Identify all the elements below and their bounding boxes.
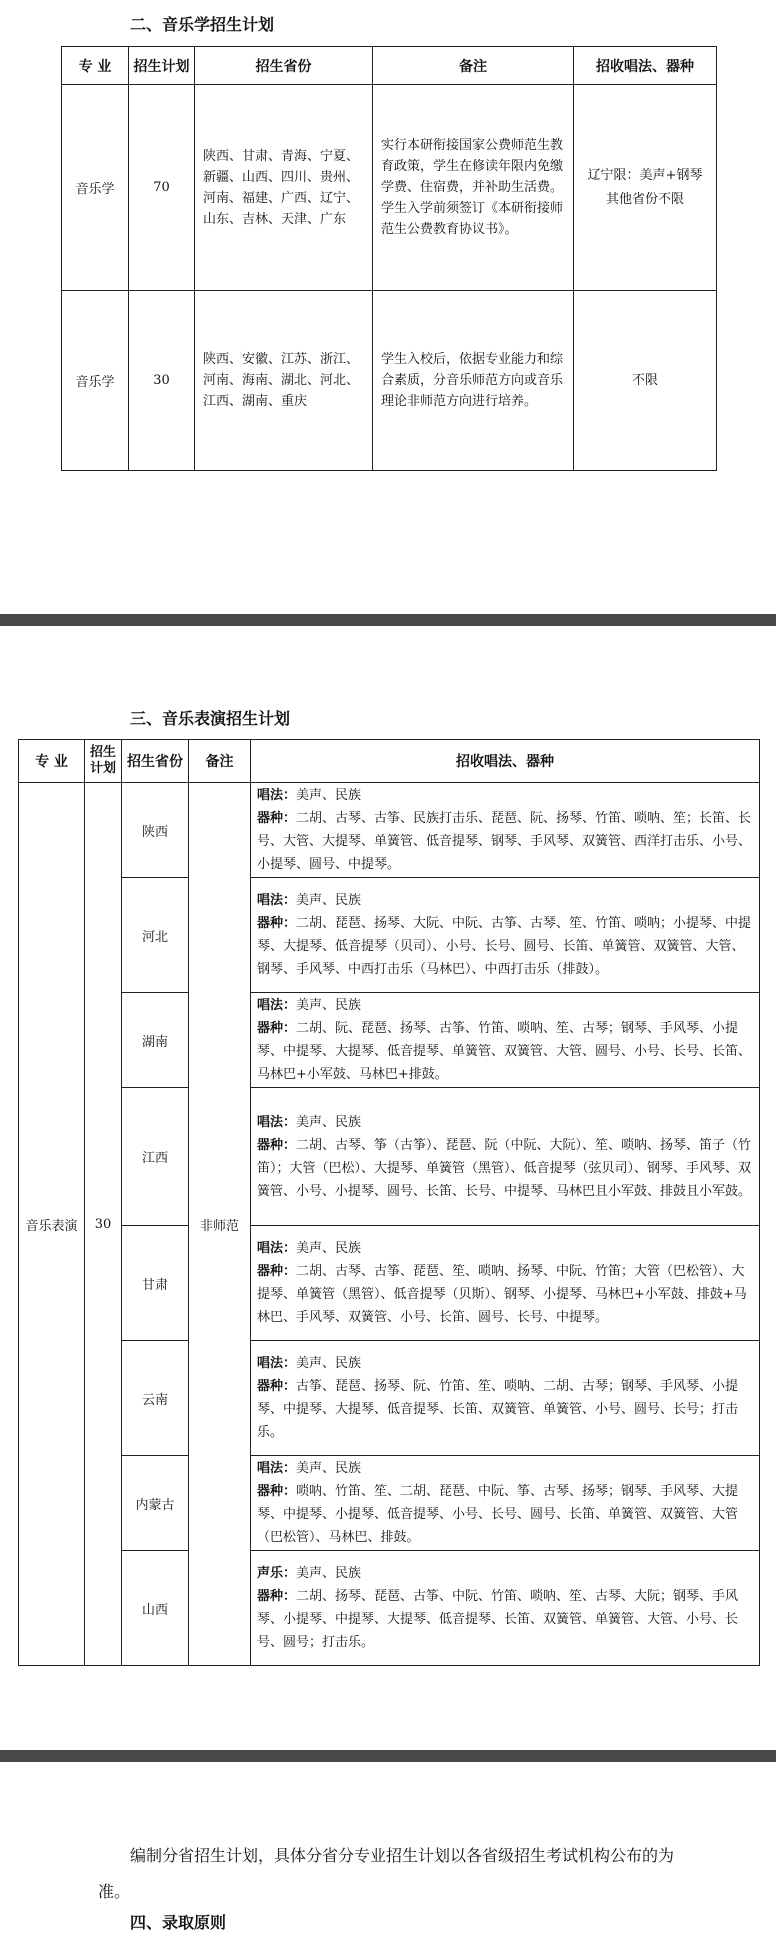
- vocal-text: 美声、民族: [296, 1241, 362, 1256]
- instrument-text: 二胡、阮、琵琶、扬琴、古筝、竹笛、唢呐、笙、古琴；钢琴、手风琴、小提琴、中提琴、大提琴、低音提琴、单簧管、双簧管、大管、圆号、小号、长号、长笛、马林巴+小军鼓、马林巴+排鼓。: [257, 1021, 752, 1082]
- instrument-detail-cell: [251, 878, 760, 993]
- table-row: [19, 1226, 760, 1341]
- instrument-label: 器种：: [257, 1589, 297, 1604]
- instrument-label: 器种：: [257, 916, 297, 931]
- instrument-text: 二胡、古琴、古筝、琵琶、笙、唢呐、扬琴、中阮、竹笛；大管（巴松管）、大提琴、单簧管（黑管）、低音提琴（贝斯）、钢琴、小提琴、马林巴+小军鼓、排鼓+马林巴、手风琴、双簧管、小号、长笛、圆号、长号、中提琴。: [257, 1264, 747, 1325]
- instrument-detail-cell: [251, 1456, 760, 1551]
- instrument-label: 器种：: [257, 1021, 297, 1036]
- province-cell: 甘肃: [122, 1226, 189, 1341]
- instrument-detail-cell: [251, 993, 760, 1088]
- instrument-detail-cell: [251, 1088, 760, 1226]
- header-plan: 招生计划: [129, 47, 195, 85]
- vocal-text: 美声、民族: [296, 1356, 362, 1371]
- province-cell: 陕西: [122, 783, 189, 878]
- vocal-text: 美声、民族: [296, 788, 362, 803]
- table-row: [19, 878, 760, 993]
- vocal-label: 唱法：: [257, 1356, 297, 1371]
- plan-cell: 30: [85, 783, 122, 1666]
- body-paragraph: [98, 1838, 758, 1910]
- limit-line: 不限: [631, 372, 658, 388]
- table-row: [19, 1341, 760, 1456]
- vocal-label: 唱法：: [257, 1461, 297, 1476]
- instrument-label: 器种：: [257, 1379, 297, 1394]
- major-cell: 音乐学: [62, 291, 129, 471]
- vocal-label: 唱法：: [257, 893, 297, 908]
- province-cell: 内蒙古: [122, 1456, 189, 1551]
- instrument-label: 器种：: [257, 811, 297, 826]
- vocal-label: 唱法：: [257, 998, 297, 1013]
- table-row: [19, 1456, 760, 1551]
- vocal-label: 唱法：: [257, 1241, 297, 1256]
- instrument-text: 二胡、古琴、筝（古筝）、琵琶、阮（中阮、大阮）、笙、唢呐、扬琴、笛子（竹笛）；大管（巴松）、大提琴、单簧管（黑管）、低音提琴（弦贝司）、钢琴、手风琴、双簧管、小号、小提琴、圆号、长笛、长号、中提琴、马林巴且小军鼓、排鼓且小军鼓。: [257, 1137, 752, 1199]
- page-divider: [0, 1750, 776, 1762]
- header-note: 备注: [189, 740, 251, 783]
- page-divider: [0, 614, 776, 626]
- table-row: [62, 291, 717, 471]
- paragraph-line: 编制分省招生计划，具体分省分专业招生计划以各省级招生考试机构公布的为: [130, 1846, 675, 1865]
- table-row: [19, 1088, 760, 1226]
- music-performance-table: [18, 739, 760, 1666]
- instrument-text: 二胡、琵琶、扬琴、大阮、中阮、古筝、古琴、笙、竹笛、唢呐；小提琴、中提琴、大提琴、低音提琴（贝司）、小号、长号、圆号、长笛、单簧管、双簧管、大管、钢琴、手风琴、中西打击乐（马林巴）、中西打击乐（排鼓）。: [257, 916, 752, 977]
- table-row: [19, 1551, 760, 1666]
- paragraph-line: 准。: [98, 1882, 131, 1901]
- instrument-text: 唢呐、竹笛、笙、二胡、琵琶、中阮、筝、古琴、扬琴；钢琴、手风琴、大提琴、中提琴、小提琴、低音提琴、小号、长号、圆号、长笛、单簧管、双簧管、大管（巴松管）、马林巴、排鼓。: [257, 1484, 739, 1545]
- instrument-text: 古筝、琵琶、扬琴、阮、竹笛、笙、唢呐、二胡、古琴；钢琴、手风琴、小提琴、中提琴、大提琴、低音提琴、长笛、双簧管、单簧管、小号、圆号、长号；打击乐。: [257, 1379, 739, 1440]
- province-cell: 湖南: [122, 993, 189, 1088]
- instrument-text: 二胡、古琴、古筝、民族打击乐、琵琶、阮、扬琴、竹笛、唢呐、笙；长笛、长号、大管、大提琴、单簧管、低音提琴、钢琴、手风琴、双簧管、西洋打击乐、小号、小提琴、圆号、中提琴。: [257, 811, 752, 872]
- section2-title: 二、音乐学招生计划: [130, 15, 275, 34]
- vocal-label: 唱法：: [257, 1114, 297, 1130]
- instrument-label: 器种：: [257, 1264, 297, 1279]
- vocal-text: 美声、民族: [296, 998, 362, 1013]
- header-provinces: 招生省份: [122, 740, 189, 783]
- instrument-detail-cell: [251, 1341, 760, 1456]
- header-instruments: 招收唱法、器种: [574, 47, 717, 85]
- instrument-text: 二胡、扬琴、琵琶、古筝、中阮、竹笛、唢呐、笙、古琴、大阮；钢琴、手风琴、小提琴、中提琴、大提琴、低音提琴、长笛、双簧管、单簧管、大管、小号、长号、圆号；打击乐。: [257, 1589, 739, 1650]
- instrument-detail-cell: [251, 1551, 760, 1666]
- provinces-cell: 陕西、甘肃、青海、宁夏、新疆、山西、四川、贵州、河南、福建、广西、辽宁、山东、吉林、天津、广东: [195, 85, 373, 291]
- limit-line: 其他省份不限: [605, 191, 684, 207]
- table-row: [62, 85, 717, 291]
- note-cell: 实行本研衔接国家公费师范生教育政策，学生在修读年限内免缴学费、住宿费，并补助生活费。学生入学前须签订《本研衔接师范生公费教育协议书》。: [373, 85, 574, 291]
- instrument-limit-cell: [574, 291, 717, 471]
- section3-title: 三、音乐表演招生计划: [130, 709, 291, 728]
- section4-title: 四、录取原则: [130, 1913, 227, 1932]
- major-cell: 音乐学: [62, 85, 129, 291]
- note-cell: 学生入校后，依据专业能力和综合素质，分音乐师范方向或音乐理论非师范方向进行培养。: [373, 291, 574, 471]
- province-cell: 江西: [122, 1088, 189, 1226]
- vocal-text: 美声、民族: [296, 1114, 362, 1130]
- instrument-detail-cell: [251, 783, 760, 878]
- provinces-cell: 陕西、安徽、江苏、浙江、河南、海南、湖北、河北、江西、湖南、重庆: [195, 291, 373, 471]
- table-row: [19, 783, 760, 878]
- province-cell: 云南: [122, 1341, 189, 1456]
- major-cell: 音乐表演: [19, 783, 85, 1666]
- header-provinces: 招生省份: [195, 47, 373, 85]
- instrument-label: 器种：: [257, 1484, 297, 1499]
- vocal-label: 声乐：: [257, 1566, 297, 1581]
- music-studies-table: [61, 46, 717, 471]
- header-major: 专 业: [62, 47, 129, 85]
- province-cell: 山西: [122, 1551, 189, 1666]
- instrument-limit-cell: [574, 85, 717, 291]
- table-row: [19, 993, 760, 1088]
- vocal-text: 美声、民族: [296, 893, 362, 908]
- province-cell: 河北: [122, 878, 189, 993]
- instrument-label: 器种：: [257, 1137, 297, 1153]
- limit-line: 辽宁限：美声+钢琴: [587, 167, 703, 183]
- plan-cell: 30: [129, 291, 195, 471]
- plan-cell: 70: [129, 85, 195, 291]
- header-major: 专 业: [19, 740, 85, 783]
- vocal-text: 美声、民族: [296, 1461, 362, 1476]
- note-cell: 非师范: [189, 783, 251, 1666]
- vocal-label: 唱法：: [257, 788, 297, 803]
- header-note: 备注: [373, 47, 574, 85]
- instrument-detail-cell: [251, 1226, 760, 1341]
- header-instruments: 招收唱法、器种: [251, 740, 760, 783]
- vocal-text: 美声、民族: [296, 1566, 362, 1581]
- header-plan: 招生计划: [85, 740, 122, 783]
